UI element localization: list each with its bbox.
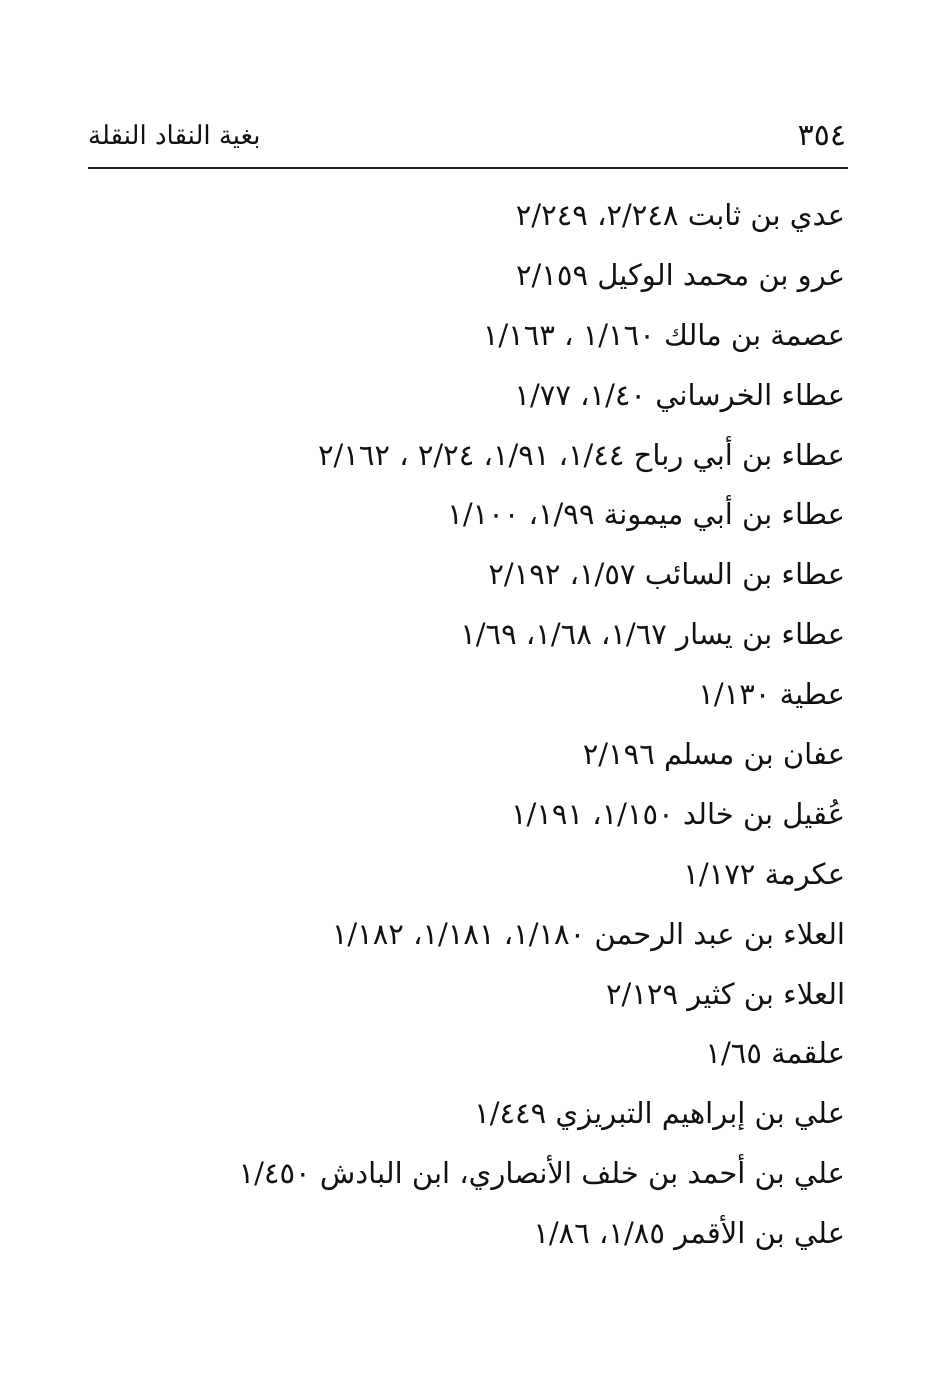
index-entry: عرو بن محمد الوكيل ٢/١٥٩ — [515, 257, 845, 292]
index-entry: العلاء بن عبد الرحمن ١/١٨٠، ١/١٨١، ١/١٨٢ — [331, 916, 845, 951]
index-entry: عطاء بن أبي رباح ١/٤٤، ١/٩١، ٢/٢٤ ، ٢/١٦٢ — [317, 437, 845, 472]
index-entry: علي بن إبراهيم التبريزي ١/٤٤٩ — [474, 1096, 845, 1131]
index-entry: عطاء الخرساني ١/٤٠، ١/٧٧ — [514, 377, 845, 412]
index-entry: عدي بن ثابت ٢/٢٤٨، ٢/٢٤٩ — [515, 198, 845, 232]
index-entry: علي بن أحمد بن خلف الأنصاري، ابن البادش ١/٤٥٠ — [238, 1156, 845, 1191]
index-entry: عصمة بن مالك ١/١٦٠ ، ١/١٦٣ — [482, 317, 845, 352]
book-title: بغية النقاد النقلة — [88, 121, 261, 151]
index-entry: عكرمة ١/١٧٢ — [683, 856, 845, 891]
index-entry: العلاء بن كثير ٢/١٢٩ — [605, 976, 845, 1011]
index-entry: عطية ١/١٣٠ — [698, 677, 845, 712]
index-entry: عطاء بن أبي ميمونة ١/٩٩، ١/١٠٠ — [447, 497, 845, 532]
index-entry: علي بن الأقمر ١/٨٥، ١/٨٦ — [533, 1216, 845, 1251]
index-entry: عفان بن مسلم ٢/١٩٦ — [582, 737, 845, 772]
header-divider — [88, 167, 848, 169]
page-header — [88, 106, 848, 166]
index-entry: عُقيل بن خالد ١/١٥٠، ١/١٩١ — [510, 796, 845, 831]
index-entry: علقمة ١/٦٥ — [705, 1036, 845, 1071]
index-entry: عطاء بن يسار ١/٦٧، ١/٦٨، ١/٦٩ — [460, 617, 845, 652]
name-index-list — [145, 186, 845, 1264]
index-entry: عطاء بن السائب ١/٥٧، ٢/١٩٢ — [488, 557, 845, 592]
page-number: ٣٥٤ — [797, 118, 846, 153]
